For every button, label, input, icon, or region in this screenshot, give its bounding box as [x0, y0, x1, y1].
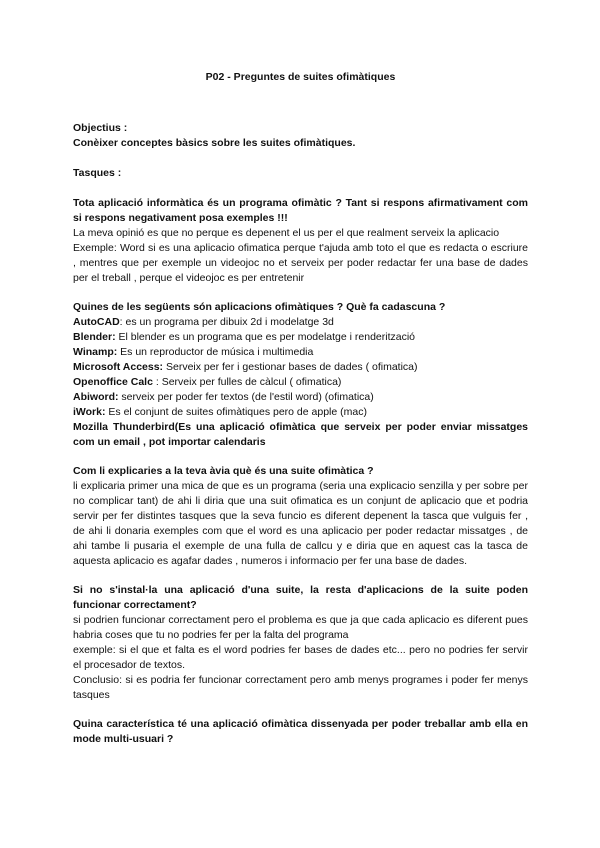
answer-4-paragraph-2: exemple: si el que et falta es el word podries fer bases de dades etc... pero no podries fer servir el procesador de textos.: [73, 644, 528, 671]
question-3: Com li explicaries a la teva àvia què és una suite ofimàtica ?: [73, 465, 374, 477]
question-1: Tota aplicació informàtica és un programa ofimàtic ? Tant si respons afirmativament com si respons negativament posa exemples !!!: [73, 197, 528, 224]
question-2: Quines de les següents són aplicacions ofimàtiques ? Què fa cadascuna ?: [73, 301, 446, 313]
item-text: Es un reproductor de música i multimedia: [117, 346, 314, 358]
answer-4-paragraph-3: Conclusio: si es podria fer funcionar correctament pero amb menys programes i poder fer menys tasques: [73, 674, 528, 701]
item-text: El blender es un programa que es per modelatge i renderització: [115, 331, 416, 343]
list-item: [73, 390, 528, 405]
objectives-text: Conèixer conceptes bàsics sobre les suites ofimàtiques.: [73, 137, 356, 149]
item-name: iWork:: [73, 406, 106, 418]
list-item: [73, 420, 528, 450]
item-name: Openoffice Calc: [73, 376, 153, 388]
item-name: Abiword:: [73, 391, 119, 403]
item-text: serveix per poder fer textos (de l'estil word) (ofimatica): [118, 391, 374, 403]
question-4: Si no s'instal·la una aplicació d'una suite, la resta d'aplicacions de la suite poden funcionar correctament?: [73, 584, 528, 611]
item-text: : es un programa per dibuix 2d i modelatge 3d: [119, 316, 334, 328]
page-title: P02 - Preguntes de suites ofimàtiques: [205, 71, 396, 83]
item-text: Es el conjunt de suites ofimàtiques pero de apple (mac): [105, 406, 367, 418]
list-item: [73, 360, 528, 375]
list-item: [73, 345, 528, 360]
answer-1-paragraph-1: La meva opinió es que no perque es depenent el us per el que realment serveix la aplicacio: [73, 227, 500, 239]
item-text: : Serveix per fulles de càlcul ( ofimatica): [152, 376, 342, 388]
application-list: [73, 315, 528, 450]
answer-4-paragraph-1: si podrien funcionar correctament pero el problema es que ja que cada aplicacio es diferent pues habria coses que tu no podries fer per la falta del programa: [73, 614, 528, 641]
item-text: Serveix per fer i gestionar bases de dades ( ofimatica): [163, 361, 418, 373]
item-name: Microsoft Access:: [73, 361, 164, 373]
item-name: AutoCAD: [73, 316, 120, 328]
item-name: Blender:: [73, 331, 116, 343]
answer-3: li explicaria primer una mica de que es un programa (seria una explicacio senzilla y per sobre per no complicar tant) de ahi li diria que una suit ofimatica es un conjunt de aplicacio que et podria servir per fer distintes tasques que la seva funcio es diferent depenent la tasca que vulguis fer , de ahi li donaria exemples com que el word es una aplicacio per poder redactar missatges , de ahi tambe li pusaria el exemple de una fulla de callcu y e diria que en aquest cas la tasca de aquesta aplicacio es agafar dades , numeros i informacio per fer una base de dades.: [73, 480, 528, 567]
list-item: [73, 330, 528, 345]
tasks-label: Tasques :: [73, 167, 122, 179]
answer-1-paragraph-2: Exemple: Word si es una aplicacio ofimatica perque t'ajuda amb toto el que es redacta o escriure , mentres que per exemple un videojoc no et serveix per poder redactar fer una base de dades per el treball , perque el videojoc es per entretenir: [73, 242, 528, 284]
list-item: [73, 405, 528, 420]
list-item: [73, 315, 528, 330]
item-name: Mozilla Thunderbird(Es una aplicació ofimàtica que serveix per poder enviar missatges com un email , pot importar calendaris: [73, 421, 528, 448]
list-item: [73, 375, 528, 390]
question-5: Quina característica té una aplicació ofimàtica dissenyada per poder treballar amb ella en mode multi-usuari ?: [73, 718, 528, 745]
item-name: Winamp:: [73, 346, 118, 358]
objectives-label: Objectius :: [73, 122, 128, 134]
